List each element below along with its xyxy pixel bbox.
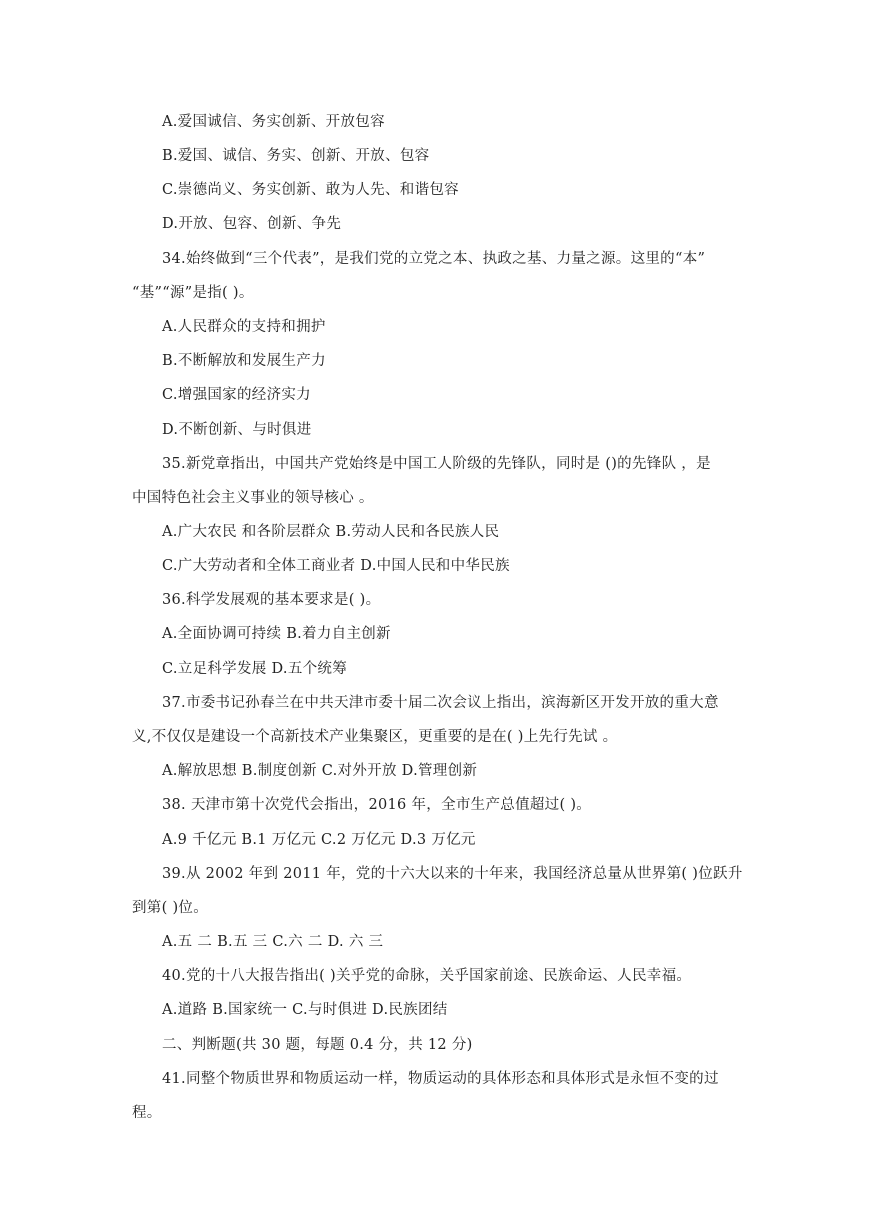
question-37-line1: 37.市委书记孙春兰在中共天津市委十届二次会议上指出，滨海新区开发开放的重大意 [162, 695, 719, 711]
option-33b: B.爱国、诚信、务实、创新、开放、包容 [162, 148, 430, 164]
options-35ab: A.广大农民 和各阶层群众 B.劳动人民和各民族人民 [162, 524, 500, 540]
option-33c: C.崇德尚义、务实创新、敢为人先、和谐包容 [162, 182, 459, 198]
options-38: A.9 千亿元 B.1 万亿元 C.2 万亿元 D.3 万亿元 [162, 832, 476, 848]
question-36: 36.科学发展观的基本要求是( )。 [162, 592, 381, 608]
question-35-line1: 35.新党章指出，中国共产党始终是中国工人阶级的先锋队，同时是 ()的先锋队 ，是 [162, 456, 711, 472]
question-40: 40.党的十八大报告指出( )关乎党的命脉，关乎国家前途、民族命运、人民幸福。 [162, 968, 692, 984]
question-34-line1: 34.始终做到“三个代表”，是我们党的立党之本、执政之基、力量之源。这里的“本” [162, 251, 706, 267]
options-37: A.解放思想 B.制度创新 C.对外开放 D.管理创新 [162, 763, 478, 779]
question-34-line2: “基”“源”是指( )。 [132, 285, 254, 301]
question-35-line2: 中国特色社会主义事业的领导核心 。 [132, 490, 374, 506]
option-34b: B.不断解放和发展生产力 [162, 353, 326, 369]
options-36cd: C.立足科学发展 D.五个统筹 [162, 661, 348, 677]
options-35cd: C.广大劳动者和全体工商业者 D.中国人民和中华民族 [162, 558, 510, 574]
question-39-line1: 39.从 2002 年到 2011 年，党的十六大以来的十年来，我国经济总量从世界第( )位跃升 [162, 866, 743, 882]
section-heading-true-false: 二、判断题(共 30 题，每题 0.4 分，共 12 分) [162, 1037, 473, 1053]
question-37-line2: 义,不仅仅是建设一个高新技术产业集聚区，更重要的是在( )上先行先试 。 [132, 729, 618, 745]
question-41-line2: 程。 [132, 1105, 162, 1121]
options-39: A.五 二 B.五 三 C.六 二 D. 六 三 [162, 934, 384, 950]
options-40: A.道路 B.国家统一 C.与时俱进 D.民族团结 [162, 1002, 448, 1018]
option-34c: C.增强国家的经济实力 [162, 387, 311, 403]
options-36ab: A.全面协调可持续 B.着力自主创新 [162, 626, 391, 642]
option-33d: D.开放、包容、创新、争先 [162, 216, 342, 232]
option-33a: A.爱国诚信、务实创新、开放包容 [162, 114, 385, 130]
option-34d: D.不断创新、与时俱进 [162, 422, 312, 438]
question-38: 38. 天津市第十次党代会指出，2016 年，全市生产总值超过( )。 [162, 797, 592, 813]
option-34a: A.人民群众的支持和拥护 [162, 319, 326, 335]
question-41-line1: 41.同整个物质世界和物质运动一样，物质运动的具体形态和具体形式是永恒不变的过 [162, 1071, 719, 1087]
question-39-line2: 到第( )位。 [132, 900, 209, 916]
